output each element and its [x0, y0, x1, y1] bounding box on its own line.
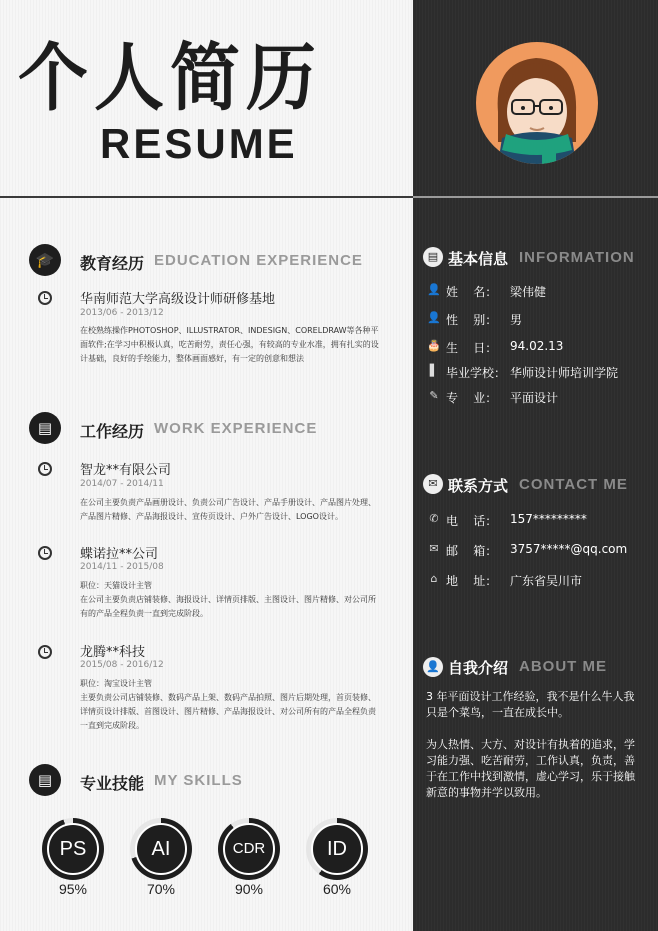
mail-icon: ✉	[423, 474, 443, 494]
work-desc-2: 职位：天猫设计主管 在公司主要负责店铺装修、海报设计、详情页排版、主图设计、图片精修、对公司所有的产品全程负责一直到完成阶段。	[80, 581, 376, 618]
contact-label-email: 邮 箱：	[446, 544, 498, 558]
contact-value-email: 3757*****@qq.com	[510, 542, 628, 556]
contact-label-address: 地 址：	[446, 574, 498, 588]
basic-label-birthday: 生 日：	[446, 341, 498, 355]
work-org-2: 蝶诺拉**公司	[80, 547, 159, 562]
skill-ring-ai	[130, 818, 192, 880]
education-title-cn: 教育经历	[80, 254, 145, 273]
work-org-1: 智龙**有限公司	[80, 463, 172, 478]
mail-icon: ✉	[429, 542, 439, 555]
avatar-illustration	[476, 42, 598, 164]
contact-title-en: CONTACT ME	[519, 476, 628, 493]
work-title-en: WORK EXPERIENCE	[154, 420, 318, 437]
document-icon: ▤	[423, 247, 443, 267]
document-icon: ▤	[29, 764, 61, 796]
skill-pct-cdr: 90%	[234, 881, 264, 897]
basic-label-name: 姓 名：	[446, 285, 498, 299]
skill-name-id: ID	[311, 823, 363, 875]
contact-value-phone: 157*********	[510, 512, 587, 526]
education-org: 华南师范大学高级设计师研修基地	[80, 292, 276, 307]
about-paragraph-2: 为人热情、大方、对设计有执着的追求，学习能力强、吃苦耐劳，工作认真，负责，善于在工作中找到激情，虚心学习，乐于接触新意的事物并学以致用。	[426, 738, 635, 799]
basic-label-major: 专 业：	[446, 391, 498, 405]
skill-ring-id	[306, 818, 368, 880]
header-divider-right	[413, 196, 658, 198]
work-desc-1: 在公司主要负责产品画册设计、负责公司广告设计、产品手册设计、产品图片处理、产品图片精修、产品海报设计、宣传页设计、户外广告设计、LOGO设计。	[80, 498, 376, 521]
resume-title-en: RESUME	[100, 120, 298, 167]
skill-pct-id: 60%	[322, 881, 352, 897]
basic-value-school: 华师设计师培训学院	[510, 366, 619, 380]
contact-value-address: 广东省吴川市	[510, 574, 583, 588]
basic-label-school: 毕业学校：	[446, 366, 507, 380]
clock-icon	[38, 645, 52, 659]
work-date-3: 2015/08 - 2016/12	[80, 660, 164, 670]
work-date-1: 2014/07 - 2014/11	[80, 479, 164, 489]
skill-pct-ps: 95%	[58, 881, 88, 897]
person-icon: 👤	[427, 311, 441, 324]
basic-title-en: INFORMATION	[519, 249, 635, 266]
about-title-cn: 自我介绍	[448, 659, 509, 677]
birthday-icon: 🎂	[427, 339, 441, 352]
work-date-2: 2014/11 - 2015/08	[80, 562, 164, 572]
contact-title-cn: 联系方式	[448, 477, 509, 495]
resume-title-cn: 个人简历	[18, 34, 322, 122]
home-icon: ⌂	[430, 572, 438, 585]
basic-value-gender: 男	[510, 313, 523, 327]
document-icon: ▤	[29, 412, 61, 444]
about-title-en: ABOUT ME	[519, 658, 607, 675]
major-icon: ✎	[429, 389, 439, 402]
phone-icon: ✆	[429, 512, 439, 525]
skill-name-ai: AI	[135, 823, 187, 875]
basic-value-name: 梁伟健	[510, 285, 547, 299]
work-org-3: 龙腾**科技	[80, 645, 146, 660]
basic-value-birthday: 94.02.13	[510, 339, 564, 353]
skill-pct-ai: 70%	[146, 881, 176, 897]
skill-ring-ps	[42, 818, 104, 880]
clock-icon	[38, 462, 52, 476]
skill-name-cdr: CDR	[223, 823, 275, 875]
work-title-cn: 工作经历	[80, 422, 145, 441]
work-desc-3: 职位：淘宝设计主管 主要负责公司店铺装修、数码产品上架、数码产品拍照、图片后期处理，首页装修、详情页设计排版、首图设计、图片精修、产品海报设计、对公司所有的产品全程负责一直到完成阶段。	[80, 679, 376, 730]
about-paragraph-1: 3 年平面设计工作经验，我不是什么牛人我只是个菜鸟，一直在成长中。	[426, 690, 635, 719]
education-title-en: EDUCATION EXPERIENCE	[154, 252, 363, 269]
clock-icon	[38, 291, 52, 305]
basic-value-major: 平面设计	[510, 391, 559, 405]
person-icon: 👤	[423, 657, 443, 677]
education-desc: 在校熟练操作PHOTOSHOP、ILLUSTRATOR、INDESIGN、CORELDRAW等各种平面软件;在学习中积极认真，吃苦耐劳，责任心强，有较高的专业水准，拥有扎实的设计基础，良好的手绘能力，整体画面感好，有一定的创意和想法	[80, 326, 379, 363]
avatar	[476, 42, 598, 164]
basic-label-gender: 性 别：	[446, 313, 498, 327]
basic-title-cn: 基本信息	[448, 250, 509, 268]
contact-label-phone: 电 话：	[446, 514, 498, 528]
skills-title-cn: 专业技能	[80, 774, 145, 793]
education-date: 2013/06 - 2013/12	[80, 308, 164, 318]
skill-ring-cdr	[218, 818, 280, 880]
person-icon: 👤	[427, 283, 441, 296]
skill-name-ps: PS	[47, 823, 99, 875]
graduation-cap-icon: 🎓	[29, 244, 61, 276]
school-icon: ▌	[429, 364, 439, 377]
skills-title-en: MY SKILLS	[154, 772, 243, 789]
clock-icon	[38, 546, 52, 560]
